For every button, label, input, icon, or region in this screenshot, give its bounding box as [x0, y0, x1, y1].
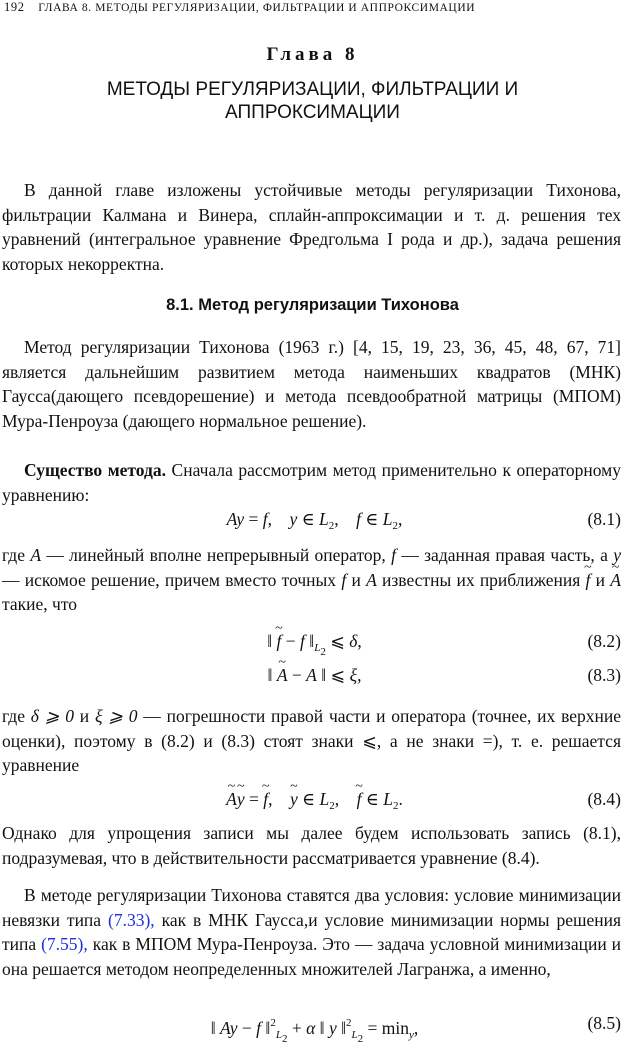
- equation-8-1-body: Ay = f, y ∈ $L_2$, f ∈ $L_2$,: [226, 509, 403, 532]
- equation-8-2: [2, 628, 621, 658]
- ref-7-55-link[interactable]: (7.55),: [41, 934, 88, 955]
- essence-text: Сначала рассмотрим метод применительно к операторному уравнению:: [2, 460, 621, 505]
- equation-8-2-body: ‖ ~ f − f $‖_{L_2}$ ⩽ δ,: [2, 628, 625, 665]
- chapter-label: Глава 8: [266, 44, 359, 65]
- equation-8-4-body: ~ A~ y = ~ f, ~ y ∈ $L_2$, ~ f ∈ $L_2$.: [2, 786, 625, 819]
- essence-lead: Существо метода.: [24, 460, 166, 480]
- ref-7-33-link[interactable]: (7.33),: [108, 909, 155, 930]
- equation-number: (8.3): [587, 665, 621, 685]
- equation-8-1: [2, 506, 621, 532]
- equation-number: (8.4): [587, 789, 621, 809]
- section-paragraph-1: Метод регуляризации Тихонова (1963 г.) [4, 15, 19, 23, 36, 45, 48, 67, 71] является дальнейшим развитием метода наименьших квадратов (МНК) Гаусса(дающего псевдорешение) и метода псевдообратной матрицы (МПОМ) Мура-Пенроуза (дающего нормальное решение).: [2, 337, 621, 431]
- equation-number: (8.2): [587, 631, 621, 651]
- running-title: ГЛАВА 8. МЕТОДЫ РЕГУЛЯРИЗАЦИИ, ФИЛЬТРАЦИИ И АППРОКСИМАЦИИ: [38, 2, 476, 14]
- section-paragraph-3: где A — линейный вполне непрерывный оператор, f — заданная правая часть, а y — искомое решение, причем вместо точных f и A известны их приближения ~ f и ~ A такие, что: [2, 543, 621, 617]
- section-paragraph-4: где δ ⩾ 0 и ξ ⩾ 0 — погрешности правой части и оператора (точнее, их верхние оценки), поэтому в (8.2) и (8.3) стоят знаки ⩽, а не знаки =), т. е. решается уравнение: [2, 706, 621, 776]
- chapter-title: МЕТОДЫ РЕГУЛЯРИЗАЦИИ, ФИЛЬТРАЦИИ И АППРОКСИМАЦИИ: [106, 79, 519, 123]
- equation-8-3-body: ‖ ~ A − A ‖ ⩽ ξ,: [2, 662, 625, 688]
- running-head: [4, 0, 621, 20]
- equation-8-5: [2, 1010, 621, 1045]
- section-paragraph-2: [2, 458, 621, 507]
- equation-8-4: [2, 786, 621, 812]
- intro-paragraph: В данной главе изложены устойчивые методы регуляризации Тихонова, фильтрации Калмана и Винера, сплайн-аппроксимации и т. д. решения тех уравнений (интегральное уравнение Фредгольма I рода и др.), задача решения которых некорректна.: [2, 180, 621, 274]
- equation-number: (8.1): [587, 509, 621, 529]
- equation-number: (8.5): [587, 1013, 621, 1033]
- page-number: 192: [4, 0, 25, 14]
- section-paragraph-6: В методе регуляризации Тихонова ставятся два условия: условие минимизации невязки типа (7.33), как в МНК Гаусса,и условие минимизации нормы решения типа (7.55), как в МПОМ Мура-Пенроуза. Это — задача условной минимизации и она решается методом неопределенных множителей Лагранжа, а именно,: [2, 885, 622, 979]
- equation-8-3: [2, 662, 621, 688]
- section-paragraph-5: Однако для упрощения записи мы далее будем использовать запись (8.1), подразумевая, что в действительности рассматривается уравнение (8.4).: [2, 823, 621, 868]
- equation-8-5-body: ‖ Ay − f ‖$^2_{L_2}$ + α ‖ y ‖$^2_{L_2}$ = $\min_y$,: [210, 1017, 419, 1045]
- section-title: 8.1. Метод регуляризации Тихонова: [166, 296, 459, 314]
